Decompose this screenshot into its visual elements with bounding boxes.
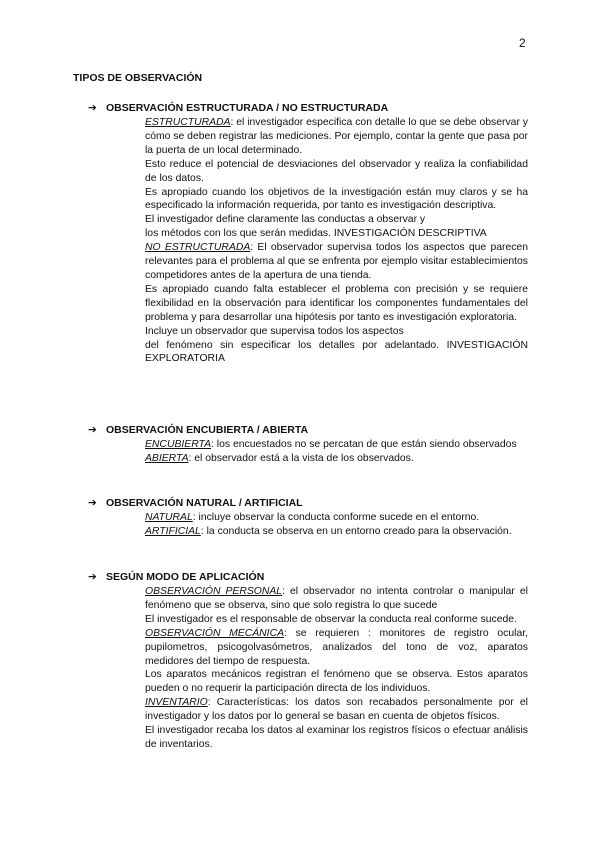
paragraph — [145, 227, 528, 241]
paragraph — [145, 158, 528, 186]
arrow-icon: ➔ — [88, 424, 97, 436]
arrow-icon: ➔ — [88, 102, 97, 114]
paragraph — [145, 627, 528, 669]
section-heading — [88, 102, 388, 114]
paragraph — [145, 668, 528, 696]
paragraph — [145, 511, 528, 525]
term-label: ENCUBIERTA — [145, 439, 212, 450]
paragraph — [145, 116, 528, 158]
section-body — [145, 438, 528, 466]
paragraph — [145, 452, 528, 466]
section-heading-text: OBSERVACIÓN ENCUBIERTA / ABIERTA — [106, 424, 309, 436]
section-heading-text: SEGÚN MODO DE APLICACIÓN — [106, 571, 265, 583]
page-title: TIPOS DE OBSERVACIÓN — [73, 72, 203, 84]
term-label: INVENTARIO — [145, 697, 208, 709]
paragraph — [145, 283, 528, 325]
section-heading-text: OBSERVACIÓN ESTRUCTURADA / NO ESTRUCTURADA — [106, 102, 389, 114]
paragraph — [145, 213, 528, 227]
paragraph — [145, 339, 528, 367]
paragraph-text: Los aparatos mecánicos registran el fenómeno que se observa. Estos aparatos pueden o no requerir la participación directa de los individuos. — [145, 669, 528, 695]
term-label: OBSERVACIÓN PERSONAL — [145, 586, 283, 597]
paragraph — [145, 724, 528, 752]
term-label: OBSERVACIÓN MECÁNICA — [145, 627, 284, 639]
term-label: ABIERTA — [145, 452, 189, 464]
paragraph-text: : El observador supervisa todos los aspectos que parecen relevantes para el problema al que se enfrenta por ejemplo visitar establecimientos competidores antes de la apertura de una tienda. — [145, 242, 528, 281]
section-heading-text: OBSERVACIÓN NATURAL / ARTIFICIAL — [106, 497, 303, 509]
arrow-icon: ➔ — [88, 497, 97, 509]
paragraph — [145, 325, 528, 339]
paragraph-text: : Características: los datos son recabados personalmente por el investigador y los datos por lo general se basan en cuenta de objetos físicos. — [145, 697, 528, 723]
paragraph-text: Esto reduce el potencial de desviaciones del observador y realiza la confiabilidad de los datos. — [145, 158, 528, 184]
arrow-icon: ➔ — [88, 571, 97, 583]
section-heading — [88, 424, 308, 436]
paragraph-text: : el observador no intenta controlar o manipular el fenómeno que se observa, sino que solo registra lo que sucede — [145, 586, 528, 611]
paragraph — [145, 438, 528, 452]
term-label: NO ESTRUCTURADA — [145, 242, 251, 254]
section-body — [145, 511, 528, 539]
paragraph-text: El investigador es el responsable de observar la conducta real conforme sucede. — [145, 613, 517, 625]
paragraph-text: : los encuestados no se percatan de que están siendo observados — [211, 439, 517, 450]
term-label: ESTRUCTURADA — [145, 117, 231, 128]
paragraph — [145, 696, 528, 724]
paragraph — [145, 585, 528, 613]
paragraph-text: : el investigador especifica con detalle lo que se debe observar y cómo se deben registrar las mediciones. Por ejemplo, contar la gente que pasa por la puerta de un local determinado. — [145, 117, 528, 156]
paragraph-text: El investigador define claramente las conductas a observar y — [145, 214, 426, 226]
term-label: ARTIFICIAL — [145, 525, 201, 537]
paragraph-text: los métodos con los que serán medidas. INVESTIGACIÓN DESCRIPTIVA — [145, 228, 487, 240]
section-heading — [88, 571, 264, 583]
paragraph-text: del fenómeno sin especificar los detalles por adelantado. INVESTIGACIÓN EXPLORATORIA — [145, 339, 528, 365]
paragraph-text: El investigador recaba los datos al examinar los registros físicos o efectuar análisis de inventarios. — [145, 725, 528, 750]
paragraph — [145, 525, 528, 539]
section-body — [145, 116, 528, 366]
section-heading — [88, 497, 303, 509]
section-body — [145, 585, 528, 752]
paragraph — [145, 241, 528, 283]
paragraph-text: : se requieren : monitores de registro ocular, pupilometros, psicogolvasómetros, analizados del tono de voz, aparatos medidores del tiempo de respuesta. — [145, 627, 528, 667]
paragraph-text: : incluye observar la conducta conforme sucede en el entorno. — [192, 512, 480, 523]
term-label: NATURAL — [145, 512, 193, 523]
paragraph-text: Incluye un observador que supervisa todos los aspectos — [145, 325, 404, 337]
paragraph — [145, 613, 528, 627]
paragraph-text: Es apropiado cuando los objetivos de la investigación están muy claros y se ha especificado la información requerida, por tanto es investigación descriptiva. — [145, 186, 528, 212]
page-number: 2 — [519, 36, 526, 50]
paragraph-text: Es apropiado cuando falta establecer el problema con precisión y se requiere flexibilidad en la observación para identificar los componentes fundamentales del problema y para desarrollar una hipótesis por tanto es investigación exploratoria. — [145, 283, 528, 323]
paragraph — [145, 186, 528, 214]
paragraph-text: : el observador está a la vista de los observados. — [188, 452, 414, 464]
paragraph-text: : la conducta se observa en un entorno creado para la observación. — [200, 525, 512, 537]
